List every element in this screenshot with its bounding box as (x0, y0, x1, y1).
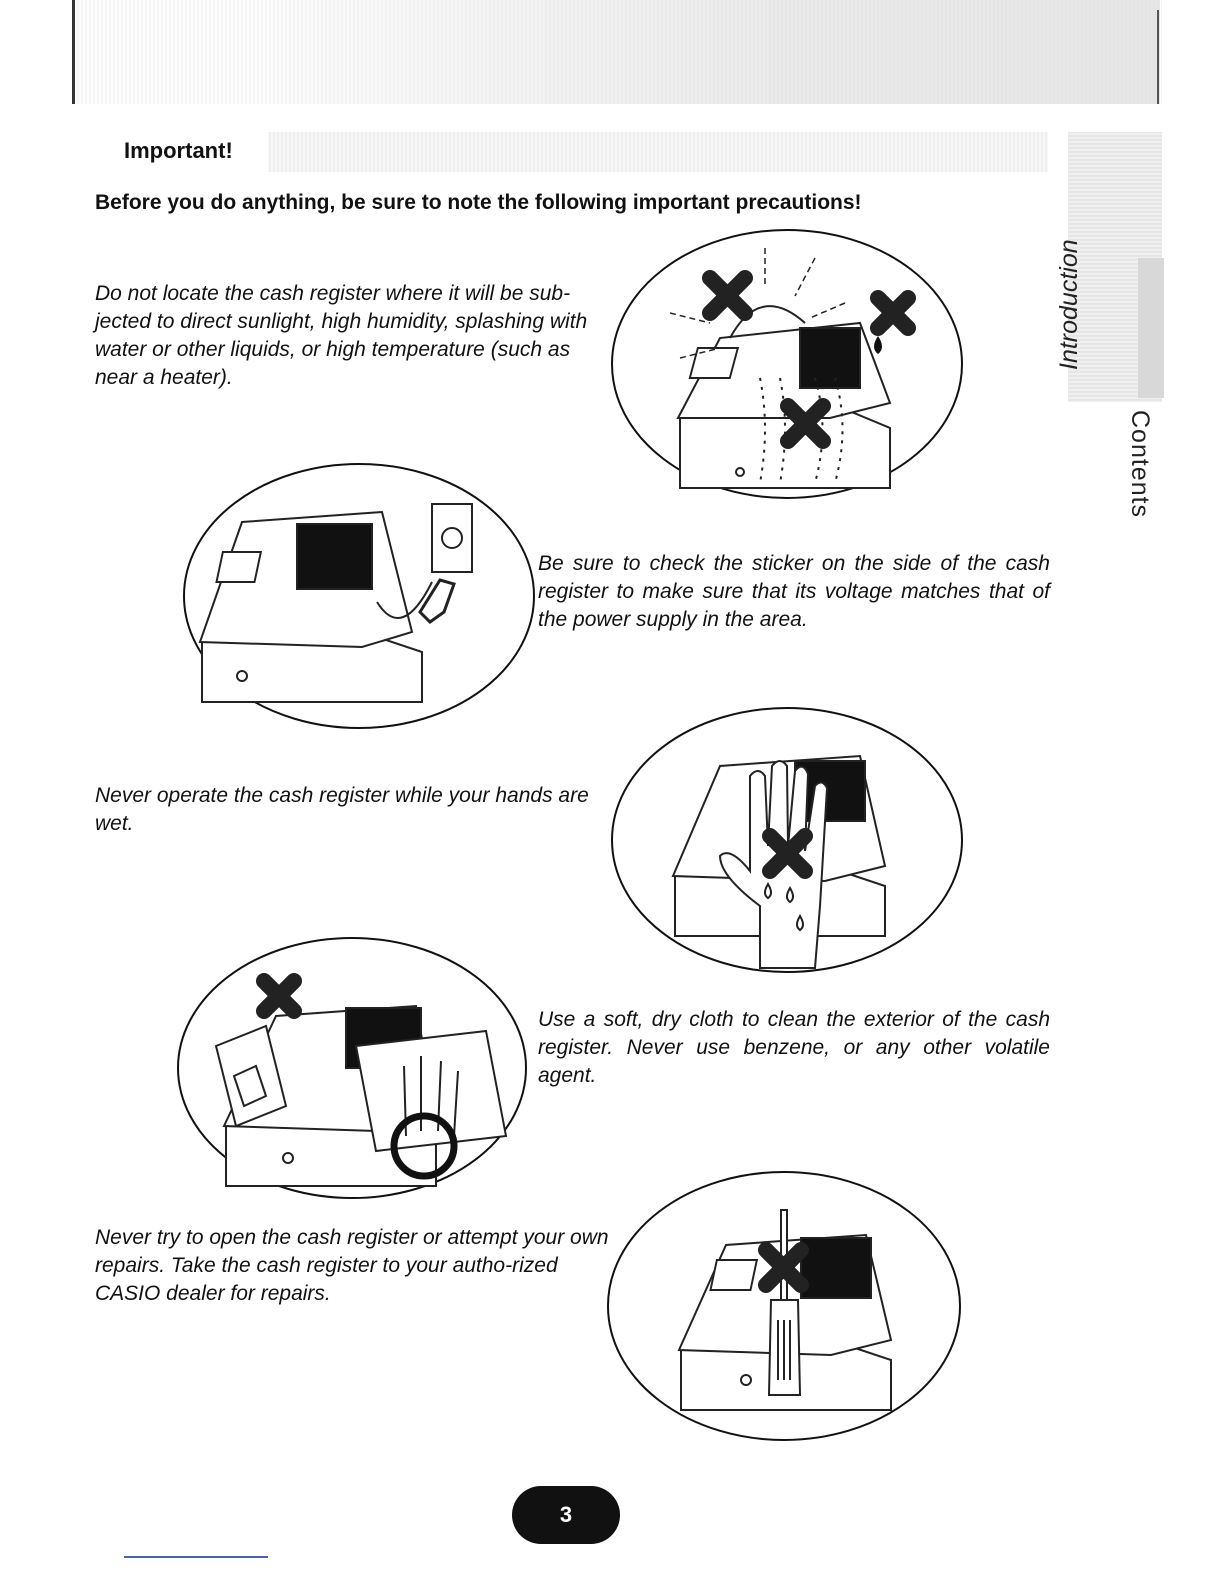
precaution-3-illustration (610, 706, 964, 974)
precaution-3-text: Never operate the cash register while your hands are wet. (95, 784, 589, 835)
left-edge-rule (72, 0, 75, 104)
page-number: 3 (512, 1486, 620, 1544)
title-band (268, 132, 1048, 172)
right-edge-rule (1157, 10, 1159, 104)
bottom-rule (124, 1556, 268, 1558)
precaution-4-illustration (176, 936, 528, 1200)
precaution-1-illustration (610, 228, 964, 500)
precaution-1-text: Do not locate the cash register where it will be sub-jected to direct sunlight, high humidity, splashing with water or other liquids, or high temperature (such as near a heater). (95, 282, 588, 389)
precaution-2-text: Be sure to check the sticker on the side of the cash register to make sure that its voltage matches that of the power supply in the area. (538, 552, 1050, 631)
precaution-5-illustration (606, 1170, 962, 1442)
page-title: Important! (124, 138, 233, 163)
power-outlet-icon (432, 504, 472, 572)
cloth-icon (356, 1031, 506, 1151)
side-tab-edge (1138, 258, 1164, 398)
precaution-5-text: Never try to open the cash register or attempt your own repairs. Take the cash register to your autho-rized CASIO dealer for repairs. (95, 1226, 609, 1305)
precaution-2-illustration (182, 462, 536, 730)
tab-contents[interactable]: Contents (1126, 410, 1154, 519)
header-band-shade (260, 0, 1160, 104)
precaution-4-text: Use a soft, dry cloth to clean the exterior of the cash register. Never use benzene, or any other volatile agent. (538, 1008, 1050, 1087)
tab-introduction[interactable]: Introduction (1055, 239, 1083, 370)
precautions-intro: Before you do anything, be sure to note the following important precautions! (95, 191, 862, 214)
cross-icon (264, 981, 294, 1011)
